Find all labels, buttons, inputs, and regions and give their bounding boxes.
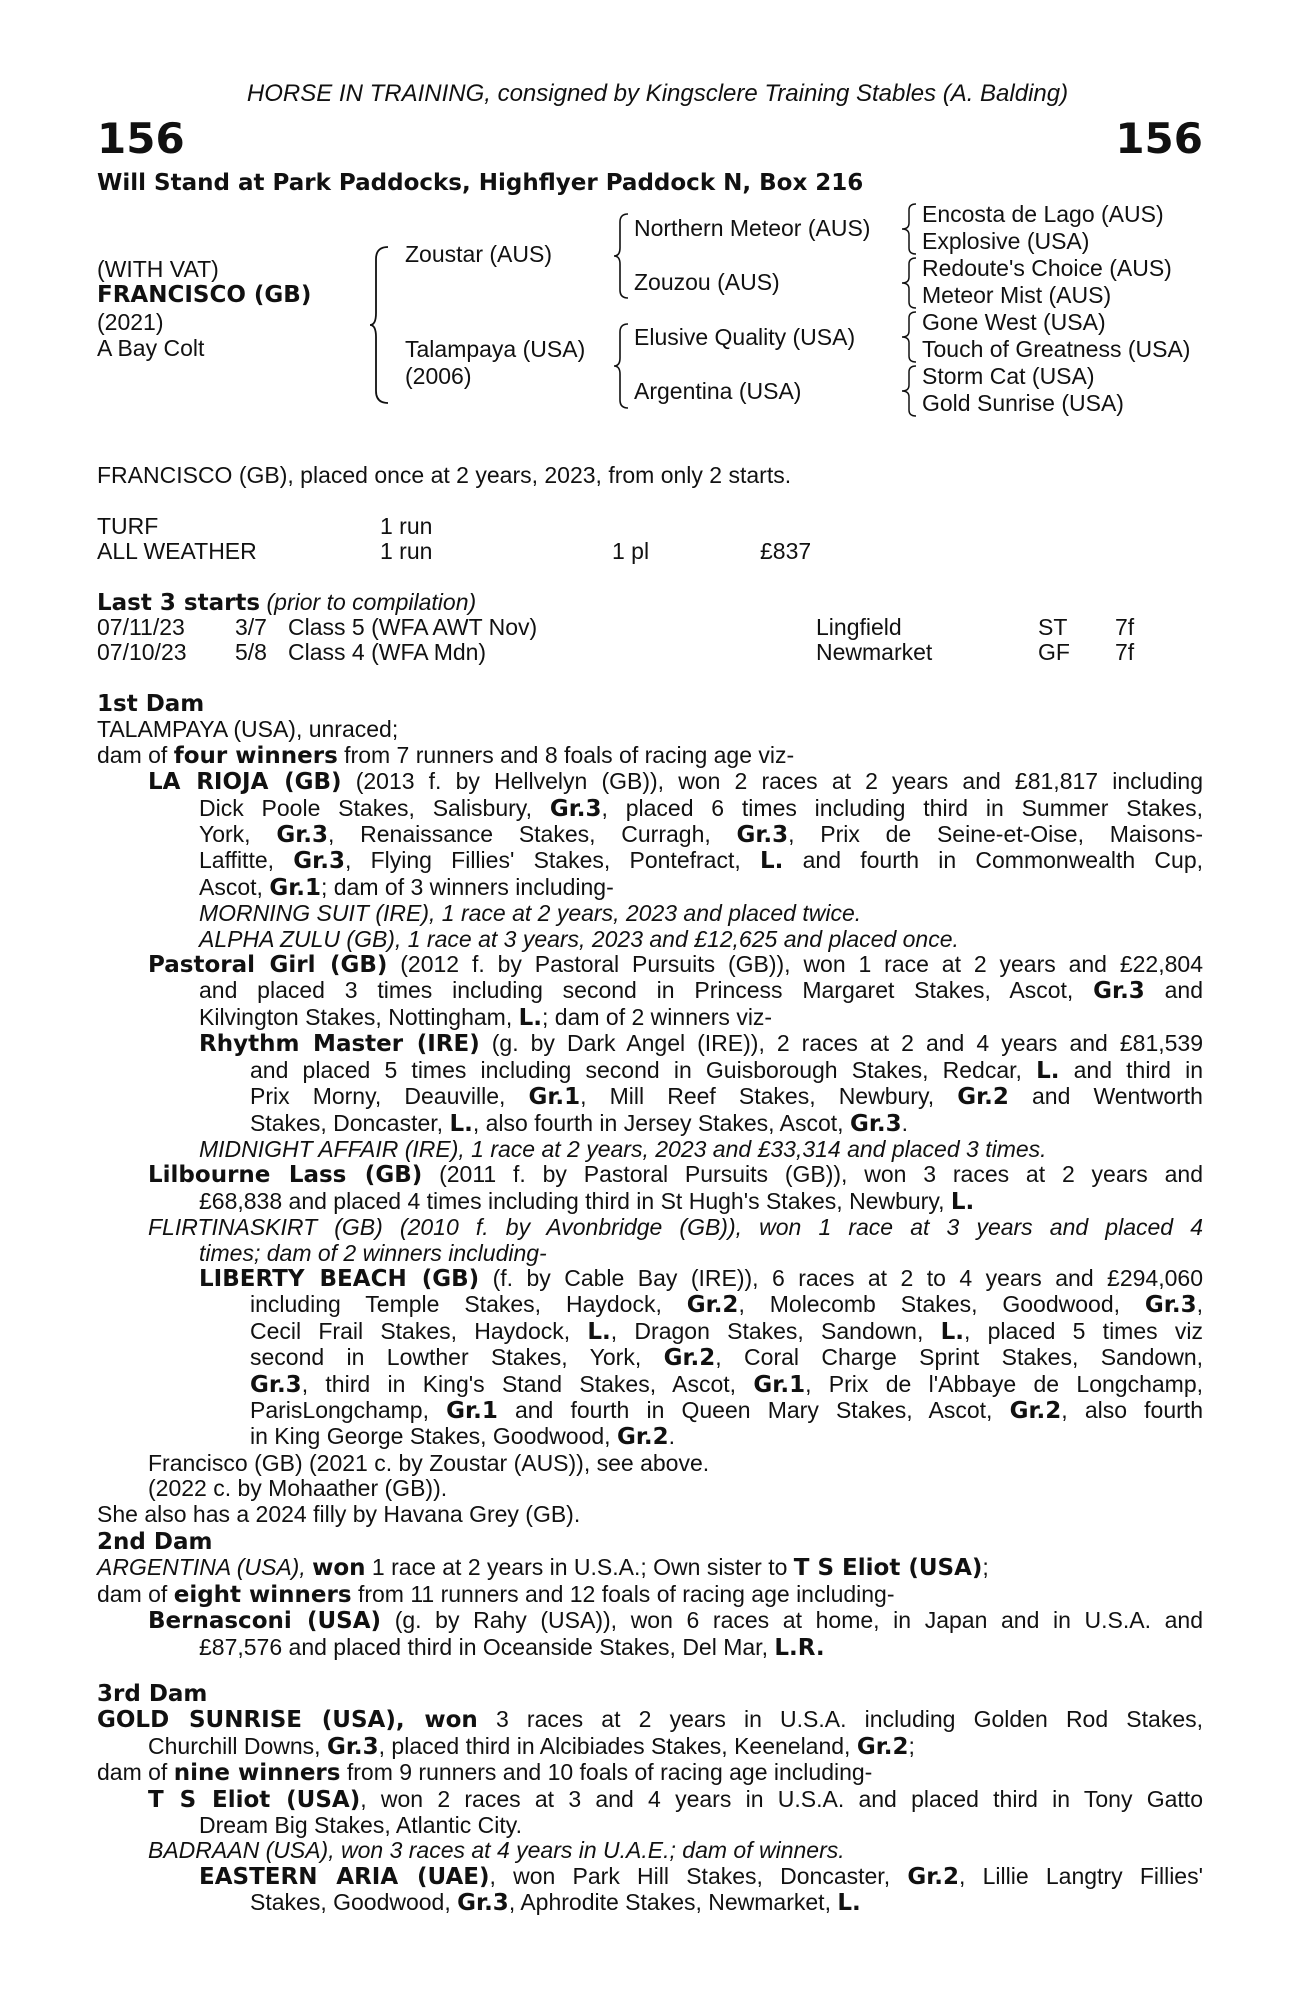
start-position: 5/8	[235, 639, 267, 665]
catalogue-caption: HORSE IN TRAINING, consigned by Kingsclere Training Stables (A. Balding)	[246, 80, 1069, 107]
start-date: 07/11/23	[97, 614, 185, 640]
dam-year: (2006)	[405, 363, 472, 389]
progeny-eastern-aria: EASTERN ARIA (UAE), won Park Hill Stakes, Doncaster, Gr.2, Lillie Langtry Fillies'	[199, 1862, 1203, 1890]
start-race: Class 4 (WFA Mdn)	[288, 639, 487, 665]
pedigree-brace-main	[368, 245, 392, 405]
start-row	[97, 640, 1203, 665]
progeny-alpha-zulu: ALPHA ZULU (GB), 1 race at 3 years, 2023 and £12,625 and placed once.	[199, 925, 959, 952]
start-row	[97, 615, 1203, 640]
pedigree-brace-g1	[900, 202, 920, 256]
ped-g7: Storm Cat (USA)	[922, 363, 1095, 389]
progeny-lilbourne-lass: Lilbourne Lass (GB) (2011 f. by Pastoral Pursuits (GB)), won 3 races at 2 years and	[148, 1161, 1203, 1189]
third-dam-section: 3rd Dam GOLD SUNRISE (USA), won 3 races at 2 years in U.S.A. including Golden Rod Stakes, Churchill Downs, Gr.3, placed third in Alcibiades Stakes, Keeneland, Gr.2; dam of nine winners from 9 runners and 10 foals of racing age including- T S Eliot (USA), won 2 races at 3 and 4 years in U.S.A. and placed third in Tony Gatto Dream Big Stakes, Atlantic City. BADRAAN (USA), won 3 races at 4 years in U.A.E.; dam of winners. EASTERN ARIA (UAE), won Park Hill Stakes, Doncaster, Gr.2, Lillie Langtry Fillies' Stakes, Goodwood, Gr.3, Aphrodite Stakes, Newmarket, L.	[97, 1681, 1203, 1917]
first-dam-intro: TALAMPAYA (USA), unraced;	[97, 716, 399, 743]
horse-description: A Bay Colt	[97, 335, 205, 361]
start-going: ST	[1038, 614, 1068, 640]
pedigree-brace-g2	[900, 256, 920, 310]
last-starts-heading	[97, 590, 476, 616]
race-summary: FRANCISCO (GB), placed once at 2 years, 2023, from only 2 starts.	[97, 462, 792, 488]
stand-location: Will Stand at Park Paddocks, Highflyer Paddock N, Box 216	[97, 170, 864, 196]
ped-g3: Redoute's Choice (AUS)	[922, 255, 1172, 281]
ped-g4: Meteor Mist (AUS)	[922, 282, 1112, 308]
record-surface: TURF	[97, 513, 159, 539]
horse-name: FRANCISCO (GB)	[97, 282, 312, 308]
start-course: Newmarket	[816, 639, 933, 665]
record-placings: 1 pl	[612, 538, 650, 564]
second-dam-section: 2nd Dam ARGENTINA (USA), won 1 race at 2 years in U.S.A.; Own sister to T S Eliot (USA); dam of eight winners from 11 runners and 12 foals of racing age including- Bernasconi (USA) (g. by Rahy (USA)), won 6 races at home, in Japan and in U.S.A. and £87,576 and placed third in Oceanside Stakes, Del Mar, L.R.	[97, 1529, 1203, 1661]
dam-dam: Argentina (USA)	[634, 378, 802, 404]
progeny-francisco: Francisco (GB) (2021 c. by Zoustar (AUS)), see above.	[148, 1449, 710, 1476]
start-course: Lingfield	[816, 614, 902, 640]
first-dam-produce: dam of four winners from 7 runners and 8 foals of racing age viz-	[97, 741, 795, 769]
record-runs: 1 run	[380, 538, 433, 564]
dam: Talampaya (USA)	[405, 336, 586, 362]
progeny-la-rioja: LA RIOJA (GB) (2013 f. by Hellvelyn (GB)), won 2 races at 2 years and £81,817 including	[148, 768, 1203, 796]
progeny-flirtinaskirt: FLIRTINASKIRT (GB) (2010 f. by Avonbridge (GB)), won 1 race at 3 years and placed 4	[148, 1214, 1203, 1241]
pedigree-brace-dam	[612, 322, 632, 410]
record-surface: ALL WEATHER	[97, 538, 257, 564]
progeny-bernasconi: Bernasconi (USA) (g. by Rahy (USA)), won 6 races at home, in Japan and in U.S.A. and	[148, 1607, 1203, 1635]
vat-note: (WITH VAT)	[97, 256, 219, 282]
ped-g5: Gone West (USA)	[922, 309, 1106, 335]
second-dam-title: 2nd Dam	[97, 1529, 213, 1555]
sire: Zoustar (AUS)	[405, 241, 552, 267]
start-position: 3/7	[235, 614, 267, 640]
progeny-midnight-affair: MIDNIGHT AFFAIR (IRE), 1 race at 2 years, 2023 and £33,314 and placed 3 times.	[199, 1135, 1047, 1162]
start-date: 07/10/23	[97, 639, 187, 665]
lot-number-right: 156	[1115, 114, 1203, 163]
ped-g6: Touch of Greatness (USA)	[922, 336, 1191, 362]
last-starts-note: (prior to compilation)	[266, 589, 477, 615]
third-dam-title: 3rd Dam	[97, 1681, 208, 1707]
progeny-2022-colt: (2022 c. by Mohaather (GB)).	[148, 1475, 448, 1502]
last-starts-title: Last 3 starts	[97, 590, 261, 616]
pedigree-brace-g3	[900, 310, 920, 364]
first-dam-section: 1st Dam TALAMPAYA (USA), unraced; dam of four winners from 7 runners and 8 foals of racing age viz- LA RIOJA (GB) (2013 f. by Hellvelyn (GB)), won 2 races at 2 years and £81,817 including Dick Poole Stakes, Salisbury, Gr.3, placed 6 times including third in Summer Stakes, York, Gr.3, Renaissance Stakes, Curragh, Gr.3, Prix de Seine-et-Oise, Maisons- Laffitte, Gr.3, Flying Fillies' Stakes, Pontefract, L. and fourth in Commonwealth Cup, Ascot, Gr.1; dam of 3 winners including- MORNING SUIT (IRE), 1 race at 2 years, 2023 and placed twice. ALPHA ZULU (GB), 1 race at 3 years, 2023 and £12,625 and placed once. Pastoral Girl (GB) (2012 f. by Pastoral Pursuits (GB)), won 1 race at 2 years and £22,804 and placed 3 times including second in Princess Margaret Stakes, Ascot, Gr.3 and Kilvington Stakes, Nottingham, L.; dam of 2 winners viz- Rhythm Master (IRE) (g. by Dark Angel (IRE)), 2 races at 2 and 4 years and £81,539 and placed 5 times including second in Guisborough Stakes, Redcar, L. and third in Prix Morny, Deauville, Gr.1, Mill Reef Stakes, Newbury, Gr.2 and Wentworth Stakes, Doncaster, L., also fourth in Jersey Stakes, Ascot, Gr.3. MIDNIGHT AFFAIR (IRE), 1 race at 2 years, 2023 and £33,314 and placed 3 times. Lilbourne Lass (GB) (2011 f. by Pastoral Pursuits (GB)), won 3 races at 2 years and £68,838 and placed 4 times including third in St Hugh's Stakes, Newbury, L. FLIRTINASKIRT (GB) (2010 f. by Avonbridge (GB)), won 1 race at 3 years and placed 4 times; dam of 2 winners including- LIBERTY BEACH (GB) (f. by Cable Bay (IRE)), 6 races at 2 to 4 years and £294,060 including Temple Stakes, Haydock, Gr.2, Molecomb Stakes, Goodwood, Gr.3, Cecil Frail Stakes, Haydock, L., Dragon Stakes, Sandown, L., placed 5 times viz second in Lowther Stakes, York, Gr.2, Coral Charge Sprint Stakes, Sandown, Gr.3, third in King's Stand Stakes, Ascot, Gr.1, Prix de l'Abbaye de Longchamp, ParisLongchamp, Gr.1 and fourth in Queen Mary Stakes, Ascot, Gr.2, also fourth in King George Stakes, Goodwood, Gr.2. Francisco (GB) (2021 c. by Zoustar (AUS)), see above. (2022 c. by Mohaather (GB)). She also has a 2024 filly by Havana Grey (GB).	[97, 691, 1203, 1527]
start-going: GF	[1038, 639, 1070, 665]
ped-g1: Encosta de Lago (AUS)	[922, 201, 1164, 227]
sire-sire: Northern Meteor (AUS)	[634, 215, 871, 241]
progeny-ts-eliot: T S Eliot (USA), won 2 races at 3 and 4 years in U.S.A. and placed third in Tony Gatto	[148, 1785, 1203, 1813]
horse-year: (2021)	[97, 309, 164, 335]
start-race: Class 5 (WFA AWT Nov)	[288, 614, 538, 640]
first-dam-footer: She also has a 2024 filly by Havana Grey (GB).	[97, 1500, 581, 1527]
pedigree-brace-sire	[612, 212, 632, 300]
progeny-liberty-beach: LIBERTY BEACH (GB) (f. by Cable Bay (IRE)), 6 races at 2 to 4 years and £294,060	[199, 1264, 1203, 1292]
progeny-badraan: BADRAAN (USA), won 3 races at 4 years in U.A.E.; dam of winners.	[148, 1837, 845, 1864]
sire-dam: Zouzou (AUS)	[634, 269, 780, 295]
record-earnings: £837	[760, 538, 812, 564]
start-distance: 7f	[1115, 639, 1135, 665]
first-dam-title: 1st Dam	[97, 691, 205, 717]
record-row	[97, 539, 1203, 564]
record-row	[97, 514, 1203, 539]
ped-g2: Explosive (USA)	[922, 228, 1090, 254]
record-runs: 1 run	[380, 513, 433, 539]
progeny-morning-suit: MORNING SUIT (IRE), 1 race at 2 years, 2023 and placed twice.	[199, 900, 862, 927]
lot-number-left: 156	[97, 114, 185, 163]
progeny-pastoral-girl: Pastoral Girl (GB) (2012 f. by Pastoral Pursuits (GB)), won 1 race at 2 years and £22,804	[148, 951, 1203, 979]
dam-sire: Elusive Quality (USA)	[634, 324, 856, 350]
start-distance: 7f	[1115, 614, 1135, 640]
ped-g8: Gold Sunrise (USA)	[922, 390, 1124, 416]
progeny-rhythm-master: Rhythm Master (IRE) (g. by Dark Angel (IRE)), 2 races at 2 and 4 years and £81,539	[199, 1030, 1203, 1058]
pedigree-brace-g4	[900, 364, 920, 418]
